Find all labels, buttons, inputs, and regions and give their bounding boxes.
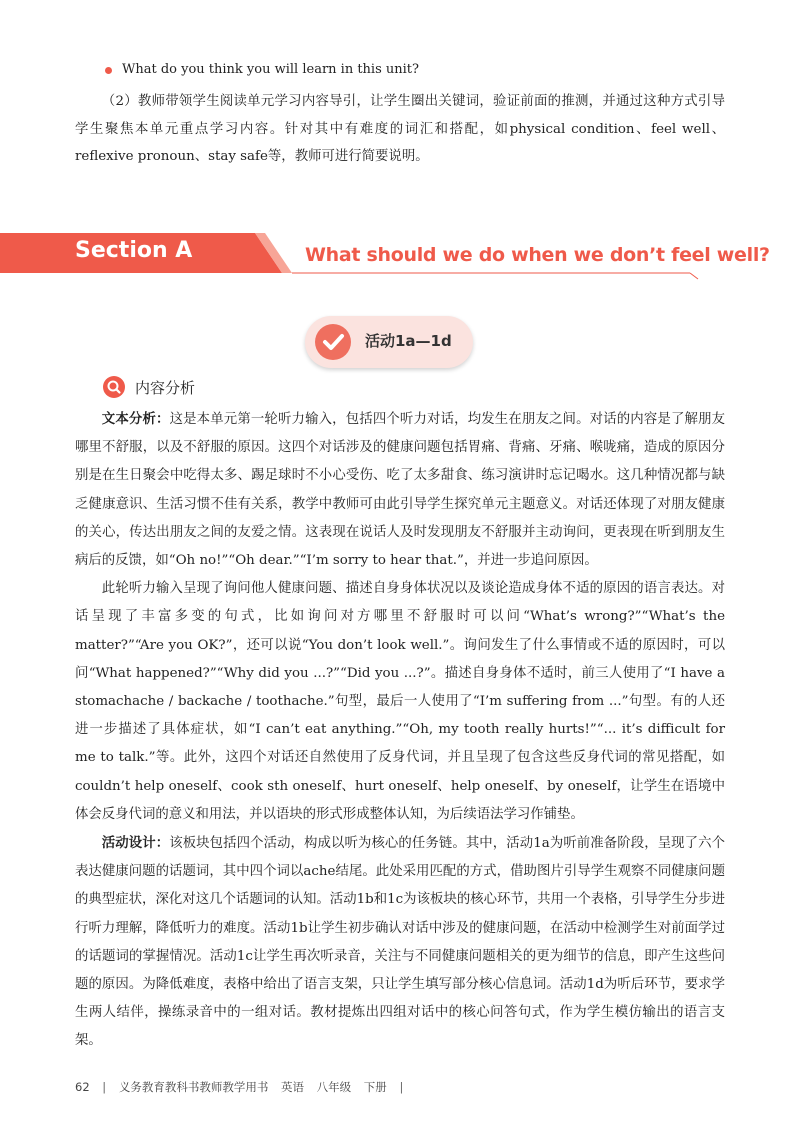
search-icon: [103, 376, 125, 398]
content-analysis-heading: [103, 376, 195, 398]
section-title: What should we do when we don’t feel well?: [305, 244, 770, 266]
bullet-dot-icon: [105, 67, 112, 74]
activity-design-body: 该板块包括四个活动，构成以听为核心的任务链。其中，活动1a为听前准备阶段，呈现了六个表达健康问题的话题词，其中四个词以ache结尾。此处采用匹配的方式，借助图片引导学生观察不同健康问题的典型症状，深化对这几个话题词的认知。活动1b和1c为该板块的核心环节，共用一个表格，引导学生分步进行听力理解，降低听力的难度。活动1b让学生初步确认对话中涉及的健康问题，在活动中检测学生对前面学过的话题词的掌握情况。活动1c让学生再次听录音，关注与不同健康问题相关的更为细节的信息，即产生这些问题的原因。为降低难度，表格中给出了语言支架，只让学生填写部分核心信息词。活动1d为听后环节，要求学生两人结伴，操练录音中的一组对话。教材提炼出四组对话中的核心问答句式，作为学生模仿输出的语言支架。: [75, 836, 726, 1049]
section-label: Section A: [75, 238, 193, 263]
page-footer: [75, 1079, 412, 1095]
text-analysis-paragraph: [75, 405, 725, 575]
footer-divider-end: |: [399, 1080, 404, 1094]
intro-block: [75, 58, 725, 171]
activity-design-paragraph: [75, 829, 725, 1056]
footer-volume: 下册: [363, 1080, 387, 1094]
activity-badge: [305, 316, 473, 368]
footer-subject: 英语: [280, 1080, 304, 1094]
language-paragraph: 此轮听力输入呈现了询问他人健康问题、描述自身身体状况以及谈论造成身体不适的原因的语言表达。对话呈现了丰富多变的句式，比如询问对方哪里不舒服时可以问“What’s wrong?”“What’s the matter?”“Are you OK?”，还可以说“You don’t look well.”。询问发生了什么事情或不适的原因时，可以问“What happened?”“Why did you ...?”“Did you ...?”。描述自身身体不适时，前三人使用了“I have a stomachache / backache / toothache.”句型，最后一人使用了“I’m suffering from ...”句型。有的人还进一步描述了具体症状，如“I can’t eat anything.”“Oh, my tooth really hurts!”“... it’s difficult for me to talk.”等。此外，这四个对话还自然使用了反身代词，并且呈现了包含这些反身代词的常见搭配，如couldn’t help oneself、cook sth oneself、hurt oneself、help oneself、by oneself，让学生在语境中体会反身代词的意义和用法，并以语块的形式形成整体认知，为后续语法学习作铺垫。: [75, 581, 725, 822]
footer-book: 义务教育教科书教师教学用书: [118, 1080, 269, 1094]
bullet-item: [75, 58, 725, 82]
bullet-text: What do you think you will learn in this unit?: [122, 62, 419, 77]
text-analysis-lead: 文本分析：: [101, 411, 170, 427]
body-text: [75, 405, 725, 1056]
content-analysis-label: 内容分析: [135, 378, 196, 397]
footer-grade: 八年级: [316, 1080, 352, 1094]
intro-paragraph: （2）教师带领学生阅读单元学习内容导引，让学生圈出关键词，验证前面的推测，并通过这种方式引导学生聚焦本单元重点学习内容。针对其中有难度的词汇和搭配，如physical condition、feel well、reflexive pronoun、stay safe等，教师可进行简要说明。: [75, 94, 725, 164]
footer-divider: |: [102, 1080, 107, 1094]
check-icon: [315, 324, 351, 360]
text-analysis-body: 这是本单元第一轮听力输入，包括四个听力对话，均发生在朋友之间。对话的内容是了解朋友哪里不舒服，以及不舒服的原因。这四个对话涉及的健康问题包括胃痛、背痛、牙痛、喉咙痛，造成的原因分别是在生日聚会中吃得太多、踢足球时不小心受伤、吃了太多甜食、练习演讲时忘记喝水。这几种情况都与缺乏健康意识、生活习惯不佳有关系，教学中教师可由此引导学生探究单元主题意义。对话还体现了对朋友健康的关心，传达出朋友之间的友爱之情。这表现在说话人及时发现朋友不舒服并主动询问，更表现在听到朋友生病后的反馈，如“Oh no!”“Oh dear.”“I’m sorry to hear that.”，并进一步追问原因。: [75, 412, 726, 569]
activity-design-lead: 活动设计：: [101, 835, 170, 852]
activity-label: 活动1a—1d: [365, 332, 452, 350]
page-number: 62: [75, 1080, 90, 1094]
